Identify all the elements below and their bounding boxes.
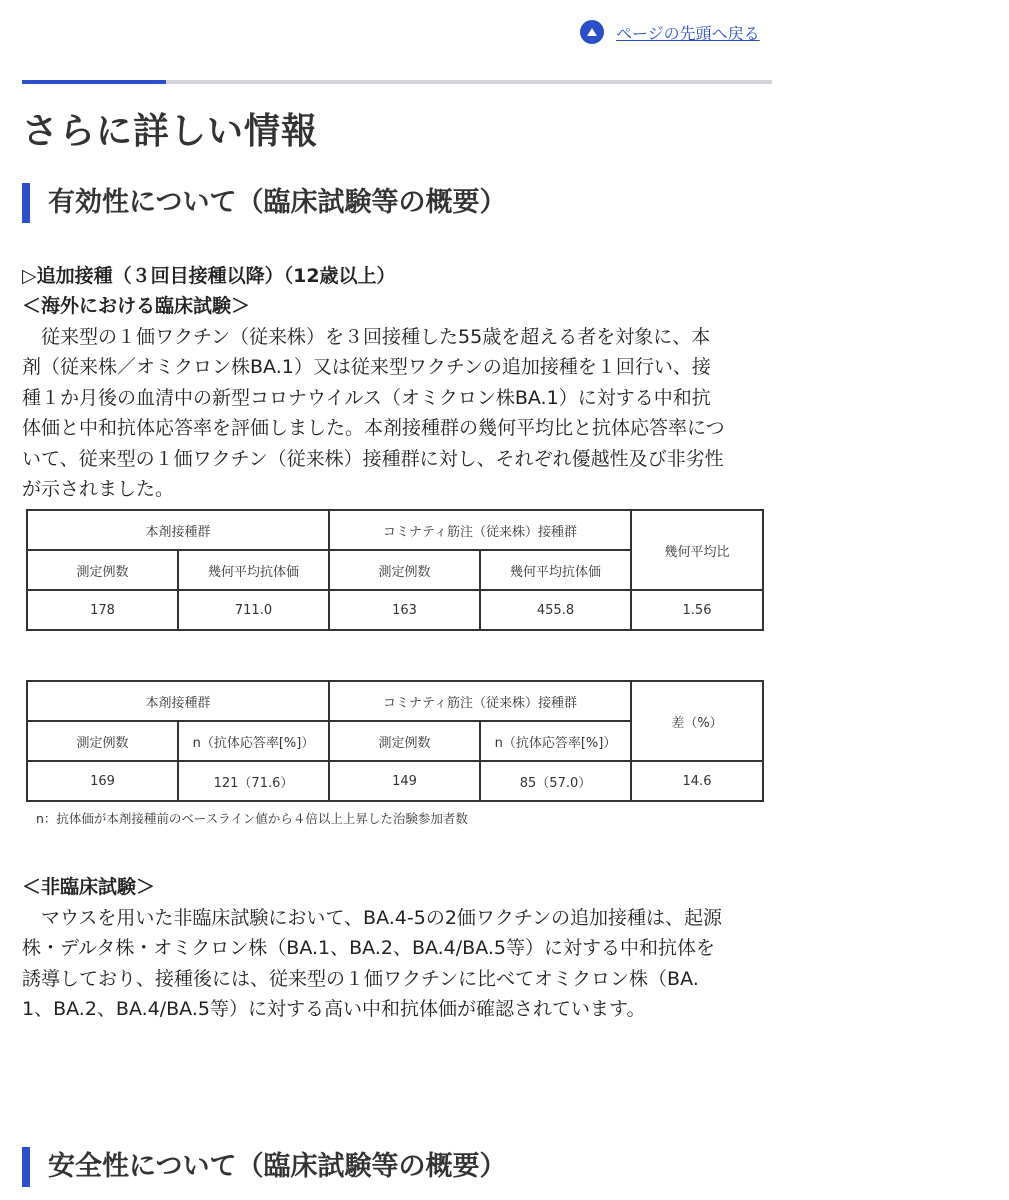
- page-title: さらに詳しい情報: [22, 111, 319, 152]
- paragraph-line: 従来型の１価ワクチン（従来株）を３回接種した55歳を超える者を対象に、本: [41, 326, 711, 348]
- table-cell: 455.8: [480, 590, 631, 630]
- chevron-up-circle-icon: [580, 20, 604, 44]
- table-header: 測定例数: [27, 721, 178, 761]
- paragraph-line: 株・デルタ株・オミクロン株（BA.1、BA.2、BA.4/BA.5等）に対する中和抗体を: [22, 937, 715, 960]
- paragraph-line: 1、BA.2、BA.4/BA.5等）に対する高い中和抗体価が確認されています。: [22, 998, 646, 1021]
- divider-accent: [22, 80, 166, 84]
- table-cell: 178: [27, 590, 178, 630]
- table-cell: 711.0: [178, 590, 329, 630]
- table-header: 本剤接種群: [27, 681, 329, 721]
- paragraph-line: いて、従来型の１価ワクチン（従来株）接種群に対し、それぞれ優越性及び非劣性: [22, 447, 724, 470]
- booster-title: ▷追加接種（３回目接種以降）（12歳以上）: [22, 265, 396, 287]
- table-header: n（抗体応答率[%]）: [480, 721, 631, 761]
- paragraph-line: マウスを用いた非臨床試験において、BA.4-5の2価ワクチンの追加接種は、起源: [41, 907, 722, 929]
- table-header: n（抗体応答率[%]）: [178, 721, 329, 761]
- table-header: 測定例数: [329, 550, 480, 590]
- table-header: コミナティ筋注（従来株）接種群: [329, 510, 631, 550]
- table-header: 本剤接種群: [27, 510, 329, 550]
- gmt-table: [26, 509, 764, 631]
- paragraph-line: 剤（従来株／オミクロン株BA.1）又は従来型ワクチンの追加接種を１回行い、接: [22, 356, 711, 379]
- table-header: 差（%）: [631, 681, 763, 761]
- back-to-top-link[interactable]: [580, 20, 760, 44]
- safety-heading: 安全性について（臨床試験等の概要）: [22, 1147, 506, 1187]
- overseas-trial-paragraph: [22, 322, 774, 504]
- table-row: [27, 761, 763, 801]
- overseas-trial-title: ＜海外における臨床試験＞: [22, 295, 251, 317]
- table-header: 測定例数: [329, 721, 480, 761]
- back-to-top-label: ページの先頭へ戻る: [616, 23, 760, 43]
- nonclinical-paragraph: [22, 903, 774, 1025]
- table-header: 測定例数: [27, 550, 178, 590]
- paragraph-line: が示されました。: [22, 478, 175, 501]
- table-header: 幾何平均比: [631, 510, 763, 590]
- table-cell: 121（71.6）: [178, 761, 329, 801]
- paragraph-line: 種１か月後の血清中の新型コロナウイルス（オミクロン株BA.1）に対する中和抗: [22, 386, 711, 409]
- table-header: コミナティ筋注（従来株）接種群: [329, 681, 631, 721]
- efficacy-heading: 有効性について（臨床試験等の概要）: [22, 183, 506, 223]
- paragraph-line: 体価と中和抗体応答率を評価しました。本剤接種群の幾何平均比と抗体応答率につ: [22, 417, 725, 440]
- table-cell: 1.56: [631, 590, 763, 630]
- section-divider: [22, 80, 772, 84]
- paragraph-line: 誘導しており、接種後には、従来型の１価ワクチンに比べてオミクロン株（BA.: [22, 967, 699, 990]
- table-row: [27, 590, 763, 630]
- table-header: 幾何平均抗体価: [480, 550, 631, 590]
- table-footnote: n：抗体価が本剤接種前のベースライン値から４倍以上上昇した治験参加者数: [36, 811, 468, 826]
- table-cell: 149: [329, 761, 480, 801]
- response-rate-table: [26, 680, 764, 802]
- table-header: 幾何平均抗体価: [178, 550, 329, 590]
- nonclinical-title: ＜非臨床試験＞: [22, 876, 156, 898]
- table-cell: 169: [27, 761, 178, 801]
- table-cell: 14.6: [631, 761, 763, 801]
- table-cell: 163: [329, 590, 480, 630]
- table-cell: 85（57.0）: [480, 761, 631, 801]
